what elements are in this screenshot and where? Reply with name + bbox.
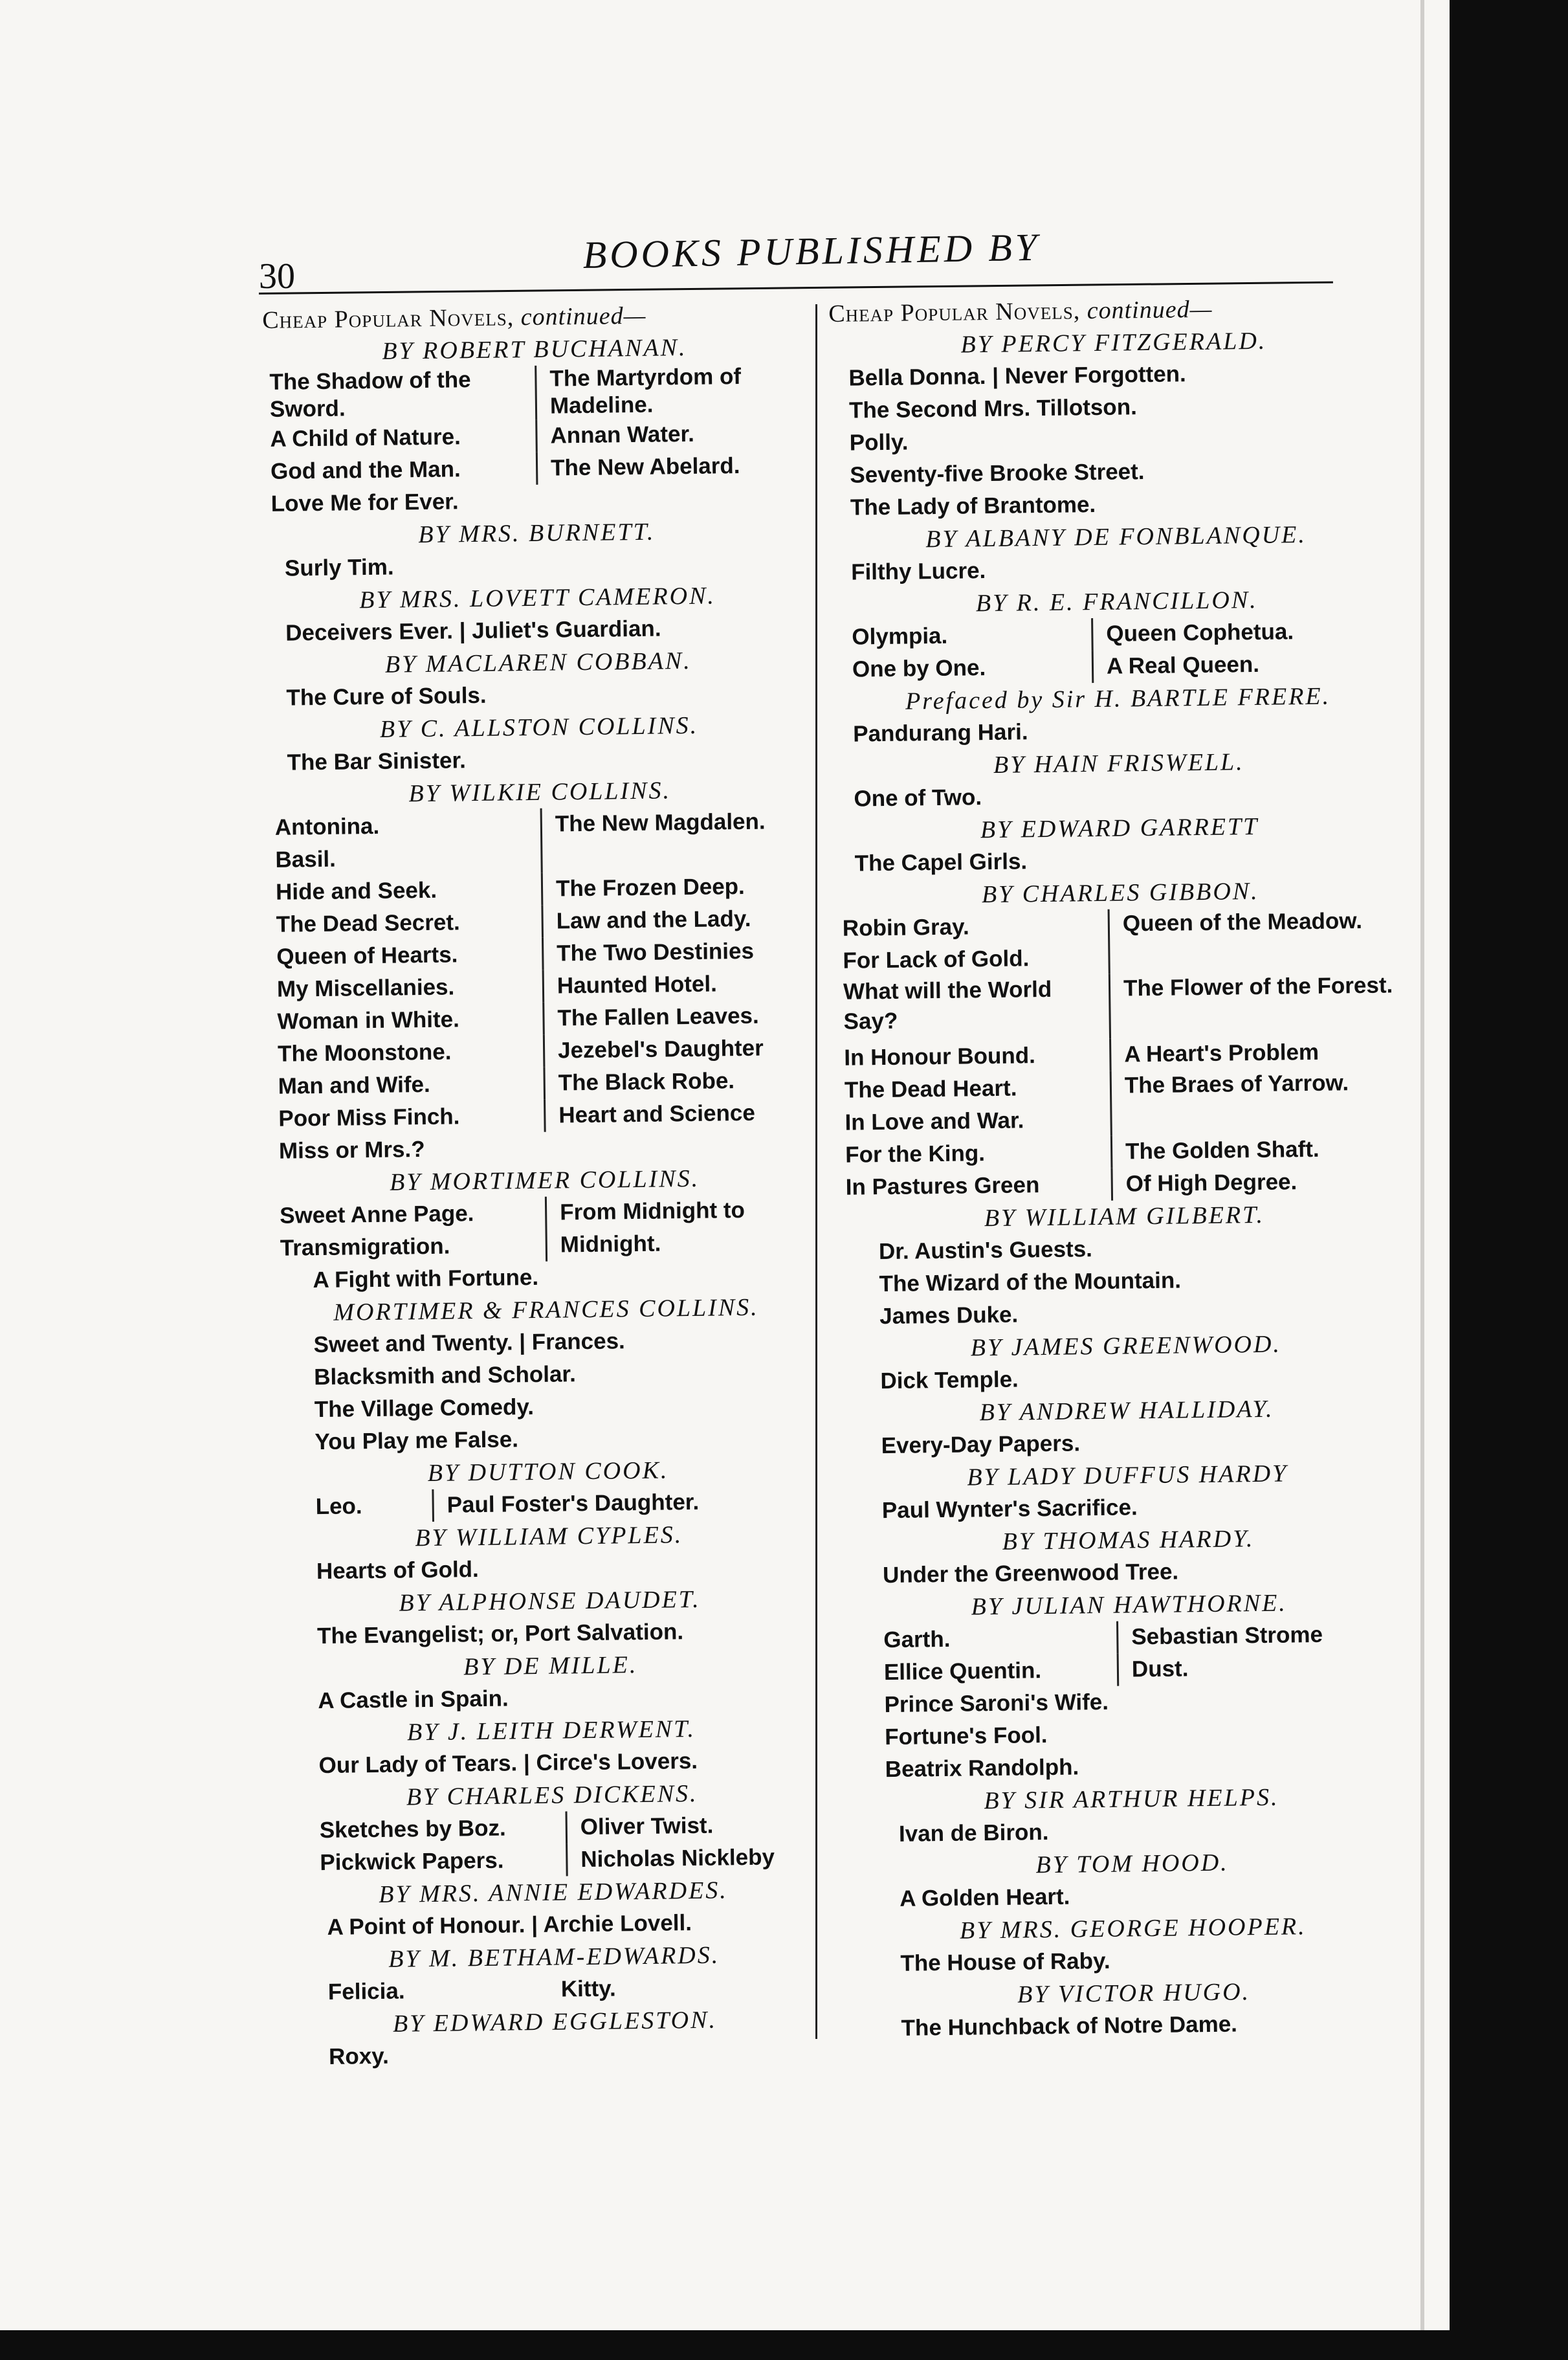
author-heading: BY EDWARD GARRETT — [980, 812, 1259, 844]
book-title: Leo. — [315, 1493, 362, 1520]
book-title: Sketches by Boz. — [319, 1815, 506, 1843]
title-pair — [845, 1618, 1415, 1689]
book-title: Seventy-five Brooke Street. — [850, 459, 1145, 488]
author-heading: MORTIMER & FRANCES COLLINS. — [333, 1293, 759, 1326]
author-heading: BY WILLIAM CYPLES. — [415, 1521, 683, 1552]
left-column — [262, 298, 827, 2074]
book-title: Ivan de Biron. — [898, 1820, 1049, 1847]
book-title: Queen Cophetua. — [1091, 614, 1402, 651]
author-heading: BY MORTIMER COLLINS. — [389, 1164, 700, 1196]
book-title: In Honour Bound. — [844, 1043, 1036, 1071]
book-title: The Golden Shaft. — [1110, 1132, 1409, 1168]
book-title: Oliver Twist. — [565, 1809, 824, 1844]
book-title: Sebastian Strome — [1116, 1618, 1415, 1654]
book-title: A Castle in Spain. — [318, 1686, 509, 1714]
title-pair — [832, 614, 1402, 686]
book-title: Woman in White. — [277, 1007, 460, 1034]
book-title: The Wizard of the Mountain. — [879, 1267, 1182, 1297]
book-title: Garth. — [883, 1626, 951, 1653]
book-title: Robin Gray. — [842, 914, 969, 941]
book-title: The Black Robe. — [543, 1064, 815, 1100]
book-title: For the King. — [845, 1141, 986, 1168]
book-title: Pickwick Papers. — [320, 1847, 504, 1876]
book-title: The Two Destinies — [542, 935, 814, 970]
author-heading: BY MRS. ANNIE EDWARDES. — [379, 1876, 729, 1908]
author-heading: BY HAIN FRISWELL. — [993, 748, 1244, 779]
book-title: Of High Degree. — [1110, 1164, 1409, 1201]
book-title: Queen of Hearts. — [276, 942, 458, 970]
book-title: Bella Donna. | Never Forgotten. — [848, 361, 1186, 391]
page-edge — [1420, 0, 1424, 2330]
book-title: Dr. Austin's Guests. — [878, 1236, 1093, 1265]
book-title: Kitty. — [560, 1976, 616, 2002]
author-heading: BY WILKIE COLLINS. — [408, 777, 672, 808]
author-heading: BY M. BETHAM-EDWARDS. — [388, 1941, 720, 1973]
series-heading: Cheap Popular Novels, continued— — [262, 302, 646, 334]
book-title: One of Two. — [854, 785, 982, 812]
book-title: Prince Saroni's Wife. — [884, 1689, 1109, 1718]
title-pair — [281, 1809, 825, 1880]
author-heading: BY J. LEITH DERWENT. — [406, 1715, 696, 1746]
book-title: Sweet and Twenty. | Frances. — [313, 1328, 625, 1358]
series-heading: Cheap Popular Novels, continued— — [828, 295, 1213, 328]
book-title: In Pastures Green — [845, 1172, 1040, 1200]
title-pair — [836, 906, 1409, 1204]
book-title: The Dead Heart. — [844, 1075, 1017, 1103]
author-heading: BY C. ALLSTON COLLINS. — [379, 711, 699, 743]
book-title: Law and the Lady. — [541, 902, 813, 938]
page-number: 30 — [259, 256, 295, 296]
author-heading: BY TOM HOOD. — [1035, 1849, 1229, 1879]
book-title: The Bar Sinister. — [287, 748, 467, 775]
header-rule — [259, 282, 1333, 295]
book-title: A Real Queen. — [1092, 647, 1403, 683]
book-title: The Martyrdom of Madeline. — [535, 362, 807, 420]
book-title: The Capel Girls. — [854, 849, 1028, 876]
book-title: Blacksmith and Scholar. — [314, 1361, 577, 1390]
book-title: Dick Temple. — [880, 1366, 1019, 1394]
book-title: Hide and Seek. — [275, 877, 437, 905]
right-column — [828, 291, 1419, 2045]
title-pair — [273, 1194, 817, 1265]
title-pair — [283, 1970, 827, 2009]
book-title: My Miscellanies. — [276, 974, 455, 1002]
book-title: The Braes of Yarrow. — [1110, 1067, 1408, 1136]
book-title: The Frozen Deep. — [541, 870, 813, 906]
book-title: The House of Raby. — [900, 1948, 1110, 1976]
book-title: Poor Miss Finch. — [278, 1104, 460, 1131]
book-title: Sweet Anne Page. — [279, 1201, 474, 1229]
book-title: Olympia. — [852, 623, 948, 650]
book-title: The Cure of Souls. — [286, 682, 487, 711]
book-title: The Moonstone. — [277, 1039, 452, 1067]
author-heading: BY CHARLES DICKENS. — [406, 1779, 698, 1811]
book-title: From Midnight to Midnight. — [545, 1194, 817, 1262]
book-title: Annan Water. — [535, 417, 808, 452]
author-heading: BY ALBANY DE FONBLANQUE. — [925, 521, 1307, 553]
book-title: Under the Greenwood Tree. — [882, 1559, 1179, 1588]
author-heading: BY R. E. FRANCILLON. — [975, 586, 1258, 618]
author-heading: BY MRS. GEORGE HOOPER. — [959, 1913, 1307, 1944]
book-title: Deceivers Ever. | Juliet's Guardian. — [285, 616, 661, 646]
book-title: Paul Foster's Daughter. — [432, 1485, 821, 1522]
book-title: Roxy. — [328, 2043, 390, 2069]
book-title: Our Lady of Tears. | Circe's Lovers. — [318, 1748, 698, 1779]
book-title: Filthy Lucre. — [850, 558, 986, 585]
author-heading: BY DE MILLE. — [463, 1651, 638, 1681]
book-title: Queen of the Meadow. — [1108, 906, 1406, 974]
book-title: The Evangelist; or, Port Salvation. — [316, 1619, 684, 1649]
author-heading: BY MRS. LOVETT CAMERON. — [359, 582, 716, 614]
book-title: The Second Mrs. Tillotson. — [848, 394, 1138, 423]
author-heading: BY WILLIAM GILBERT. — [984, 1201, 1265, 1232]
book-title: Antonina. — [274, 813, 380, 840]
book-title: Nicholas Nickleby — [566, 1841, 825, 1876]
book-title: Surly Tim. — [284, 554, 394, 581]
book-title: Miss or Mrs.? — [278, 1137, 425, 1164]
book-title: The Fallen Leaves. — [542, 999, 815, 1035]
book-title: What will the World Say? — [843, 976, 1052, 1034]
book-title: Fortune's Fool. — [884, 1722, 1048, 1750]
author-heading: BY EDWARD EGGLESTON. — [392, 2006, 718, 2038]
author-heading: BY JAMES GREENWOOD. — [970, 1330, 1282, 1362]
book-title: Love Me for Ever. — [271, 489, 459, 517]
author-heading: BY JULIAN HAWTHORNE. — [971, 1589, 1288, 1621]
book-title: The Shadow of the Sword. — [269, 367, 471, 422]
author-heading: BY ROBERT BUCHANAN. — [382, 333, 687, 365]
title-pair — [263, 362, 808, 520]
book-title: For Lack of Gold. — [843, 946, 1030, 974]
book-title: God and the Man. — [270, 456, 461, 484]
running-head: BOOKS PUBLISHED BY — [582, 225, 1041, 276]
book-title: Haunted Hotel. — [542, 967, 815, 1003]
author-heading: BY THOMAS HARDY. — [1002, 1525, 1255, 1555]
book-title: Paul Wynter's Sacrifice. — [881, 1495, 1138, 1524]
book-title: In Love and War. — [845, 1108, 1024, 1135]
book-title: A Child of Nature. — [270, 424, 461, 452]
book-title: The New Abelard. — [536, 449, 808, 485]
book-title: Pandurang Hari. — [852, 719, 1028, 747]
book-title: Every-Day Papers. — [881, 1430, 1081, 1459]
author-heading: Prefaced by Sir H. BARTLE FRERE. — [905, 682, 1331, 715]
title-pair — [276, 1485, 821, 1524]
book-title: One by One. — [852, 655, 986, 682]
author-heading: BY ANDREW HALLIDAY. — [979, 1395, 1274, 1427]
author-heading: BY DUTTON COOK. — [427, 1456, 669, 1487]
book-title: The New Magdalen. — [540, 805, 813, 873]
book-title: Felicia. — [327, 1978, 405, 2005]
book-title: Hearts of Gold. — [316, 1557, 480, 1585]
book-title: A Golden Heart. — [899, 1884, 1070, 1911]
book-title: Jezebel's Daughter — [543, 1032, 815, 1067]
book-title: Basil. — [275, 846, 337, 873]
author-heading: BY SIR ARTHUR HELPS. — [984, 1783, 1279, 1815]
book-spine — [1450, 0, 1568, 2360]
book-title: The Hunchback of Notre Dame. — [901, 2011, 1238, 2041]
book-title: The Village Comedy. — [314, 1394, 535, 1423]
book-title: Beatrix Randolph. — [885, 1754, 1079, 1783]
author-heading: BY ALPHONSE DAUDET. — [399, 1585, 701, 1617]
book-title: James Duke. — [879, 1302, 1019, 1330]
author-heading: BY LADY DUFFUS HARDY — [967, 1460, 1288, 1491]
book-title: Transmigration. — [280, 1233, 450, 1261]
title-pair — [269, 805, 817, 1168]
book-title: Ellice Quentin. — [883, 1658, 1042, 1686]
book-title: The Lady of Brantome. — [850, 491, 1096, 520]
book-title: A Fight with Fortune. — [313, 1264, 539, 1293]
book-title: Man and Wife. — [278, 1071, 430, 1099]
book-title: The Dead Secret. — [276, 909, 460, 937]
scan-border — [0, 2330, 1568, 2360]
book-title: A Heart's Problem — [1109, 1035, 1408, 1071]
book-title: A Point of Honour. | Archie Lovell. — [327, 1910, 692, 1940]
book-title: The Flower of the Forest. — [1109, 970, 1407, 1039]
author-heading: BY VICTOR HUGO. — [1017, 1978, 1251, 2009]
author-heading: BY MACLAREN COBBAN. — [384, 647, 692, 678]
author-heading: BY CHARLES GIBBON. — [981, 877, 1259, 909]
book-title: Polly. — [849, 429, 909, 456]
author-heading: BY MRS. BURNETT. — [418, 518, 656, 549]
book-title: Heart and Science — [544, 1097, 816, 1132]
book-title: You Play me False. — [315, 1427, 519, 1455]
book-title: Dust. — [1117, 1650, 1415, 1686]
author-heading: BY PERCY FITZGERALD. — [960, 327, 1267, 359]
